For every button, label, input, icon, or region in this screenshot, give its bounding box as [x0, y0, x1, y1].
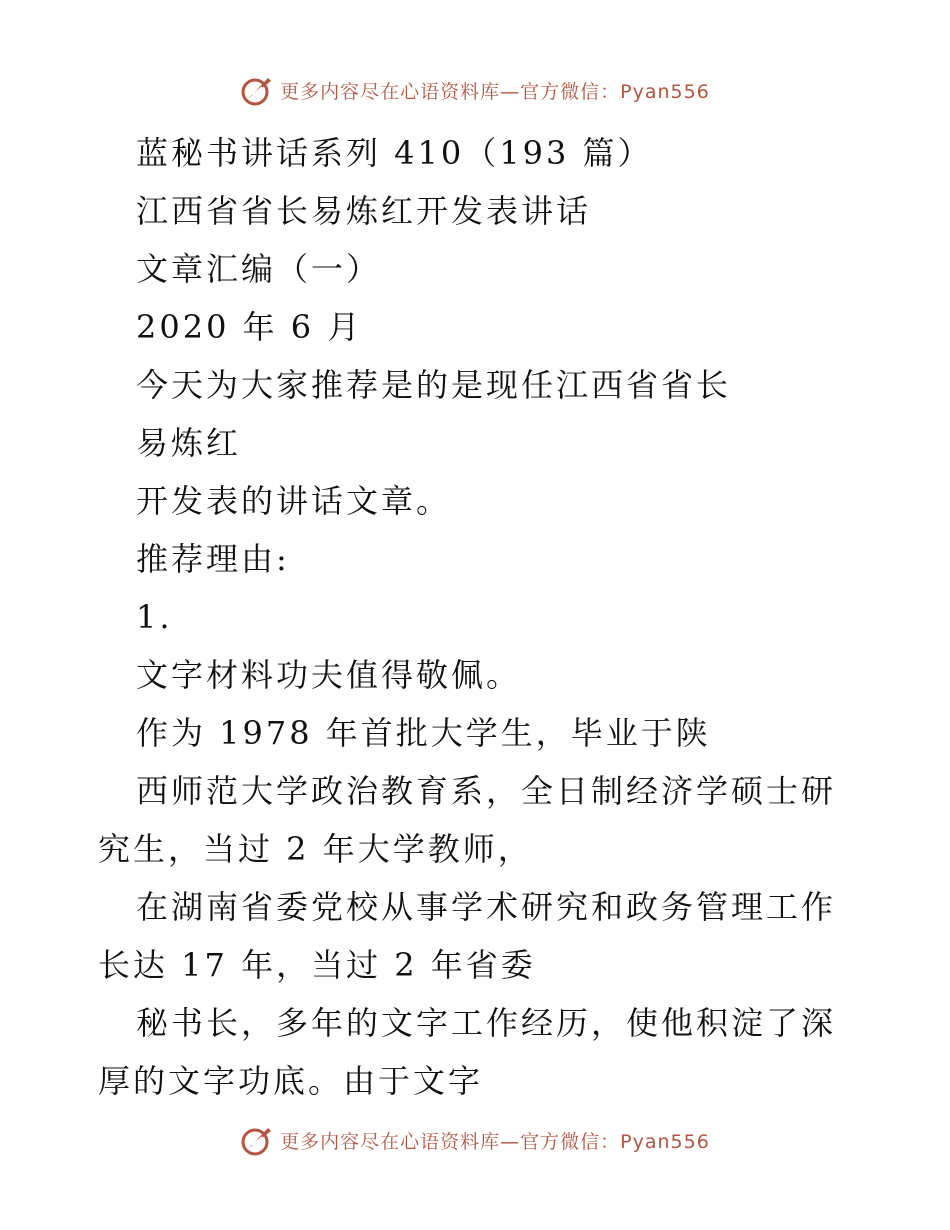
doc-paragraph: 秘书长，多年的文字工作经历，使他积淀了深厚的文字功底。由于文字 — [98, 1004, 837, 1100]
doc-line: 2020 年 6 月 — [136, 308, 363, 346]
feather-logo-icon — [240, 73, 274, 107]
doc-line: 文章汇编（一） — [136, 250, 382, 288]
doc-paragraph: 西师范大学政治教育系，全日制经济学硕士研究生，当过 2 年大学教师， — [98, 772, 837, 868]
doc-line: 作为 1978 年首批大学生，毕业于陕 — [136, 714, 711, 752]
feather-logo-icon — [240, 1123, 274, 1157]
header-banner-text: 更多内容尽在心语资料库—官方微信：Pyan556 — [280, 80, 710, 103]
document-body — [98, 124, 858, 1110]
doc-line: 江西省省长易炼红开发表讲话 — [136, 192, 592, 230]
doc-line: 蓝秘书讲话系列 410（193 篇） — [136, 134, 653, 172]
footer-banner-text: 更多内容尽在心语资料库—官方微信：Pyan556 — [280, 1130, 710, 1153]
doc-line: 今天为大家推荐是的是现任江西省省长 — [136, 366, 732, 404]
doc-line: 文字材料功夫值得敬佩。 — [136, 656, 522, 694]
header-banner — [0, 70, 950, 110]
doc-paragraph: 在湖南省委党校从事学术研究和政务管理工作长达 17 年，当过 2 年省委 — [98, 888, 837, 984]
doc-line: 开发表的讲话文章。 — [136, 482, 452, 520]
doc-line: 易炼红 — [136, 424, 242, 462]
doc-line: 1. — [136, 598, 173, 636]
doc-line: 推荐理由: — [136, 540, 290, 578]
footer-banner — [0, 1120, 950, 1160]
